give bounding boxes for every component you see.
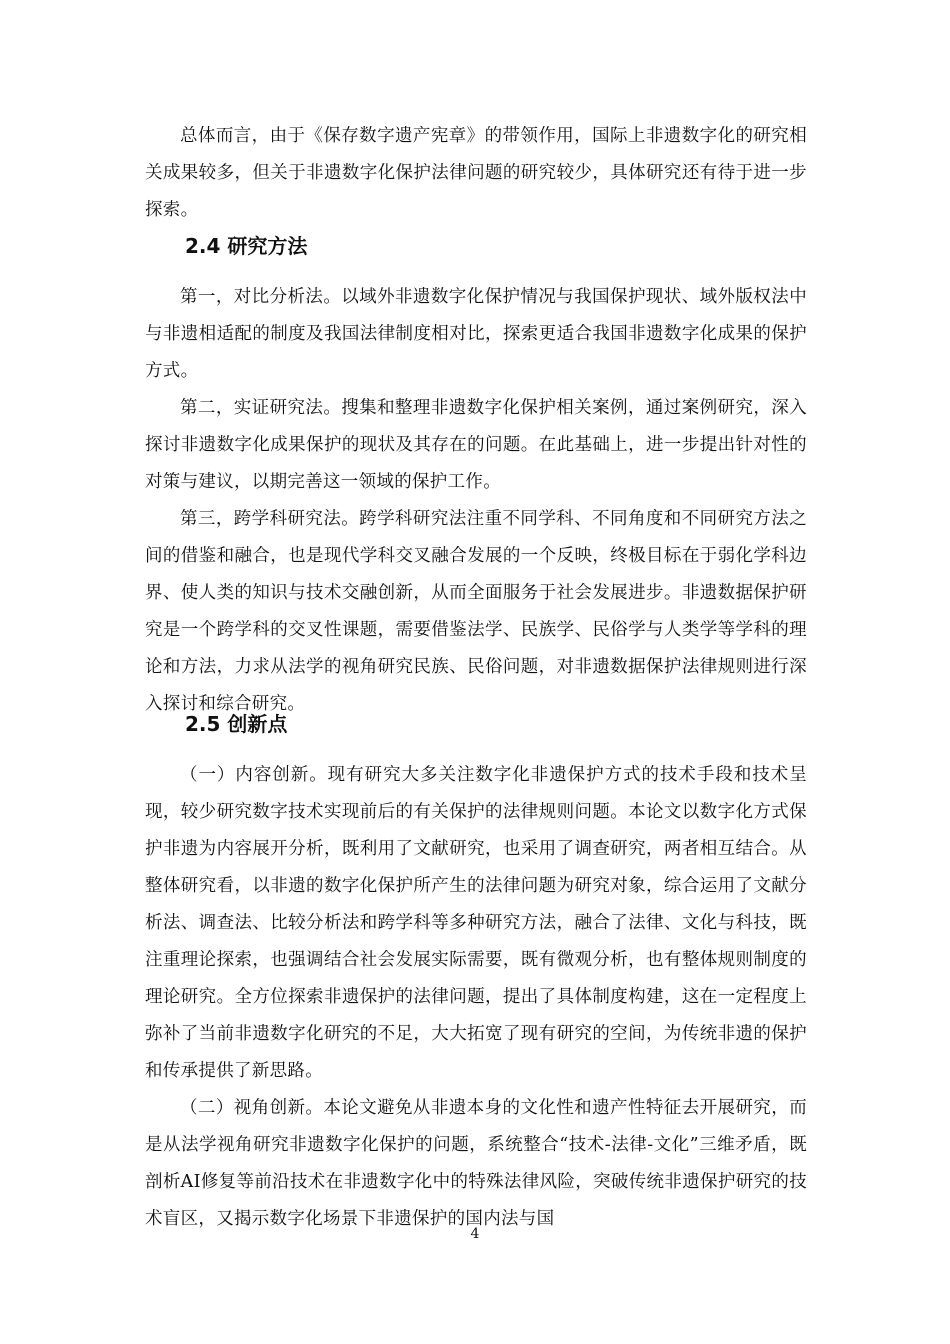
section-heading-research-methods: 2.4 研究方法 — [185, 234, 308, 258]
page-number: 4 — [470, 1226, 480, 1242]
paragraph-summary: 总体而言，由于《保存数字遗产宪章》的带领作用，国际上非遗数字化的研究相关成果较多，但关于非遗数字化保护法律问题的研究较少，具体研究还有待于进一步探索。 — [145, 126, 807, 220]
paragraph-perspective-innovation: （二）视角创新。本论文避免从非遗本身的文化性和遗产性特征去开展研究，而是从法学视角研究非遗数字化保护的问题，系统整合“技术-法律-文化”三维矛盾，既剖析AI修复等前沿技术在非遗数字化中的特殊法律风险，突破传统非遗保护研究的技术盲区，又揭示数字化场景下非遗保护的国内法与国 — [145, 1098, 807, 1229]
paragraph-content-innovation: （一）内容创新。现有研究大多关注数字化非遗保护方式的技术手段和技术呈现，较少研究数字技术实现前后的有关保护的法律规则问题。本论文以数字化方式保护非遗为内容展开分析，既利用了文献研究，也采用了调查研究，两者相互结合。从整体研究看，以非遗的数字化保护所产生的法律问题为研究对象，综合运用了文献分析法、调查法、比较分析法和跨学科等多种研究方法，融合了法律、文化与科技，既注重理论探索，也强调结合社会发展实际需要，既有微观分析，也有整体规则制度的理论研究。全方位探索非遗保护的法律问题，提出了具体制度构建，这在一定程度上弥补了当前非遗数字化研究的不足，大大拓宽了现有研究的空间，为传统非遗的保护和传承提供了新思路。 — [145, 765, 807, 1081]
paragraph-method-interdisciplinary: 第三，跨学科研究法。跨学科研究法注重不同学科、不同角度和不同研究方法之间的借鉴和融合，也是现代学科交叉融合发展的一个反映，终极目标在于弱化学科边界、使人类的知识与技术交融创新，从而全面服务于社会发展进步。非遗数据保护研究是一个跨学科的交叉性课题，需要借鉴法学、民族学、民俗学与人类学等学科的理论和方法，力求从法学的视角研究民族、民俗问题，对非遗数据保护法律规则进行深入探讨和综合研究。 — [145, 509, 807, 714]
paragraph-method-empirical: 第二，实证研究法。搜集和整理非遗数字化保护相关案例，通过案例研究，深入探讨非遗数字化成果保护的现状及其存在的问题。在此基础上，进一步提出针对性的对策与建议，以期完善这一领域的保护工作。 — [145, 398, 807, 492]
paragraph-method-comparative: 第一，对比分析法。以域外非遗数字化保护情况与我国保护现状、域外版权法中与非遗相适配的制度及我国法律制度相对比，探索更适合我国非遗数字化成果的保护方式。 — [145, 287, 807, 381]
section-heading-innovations: 2.5 创新点 — [185, 712, 288, 736]
